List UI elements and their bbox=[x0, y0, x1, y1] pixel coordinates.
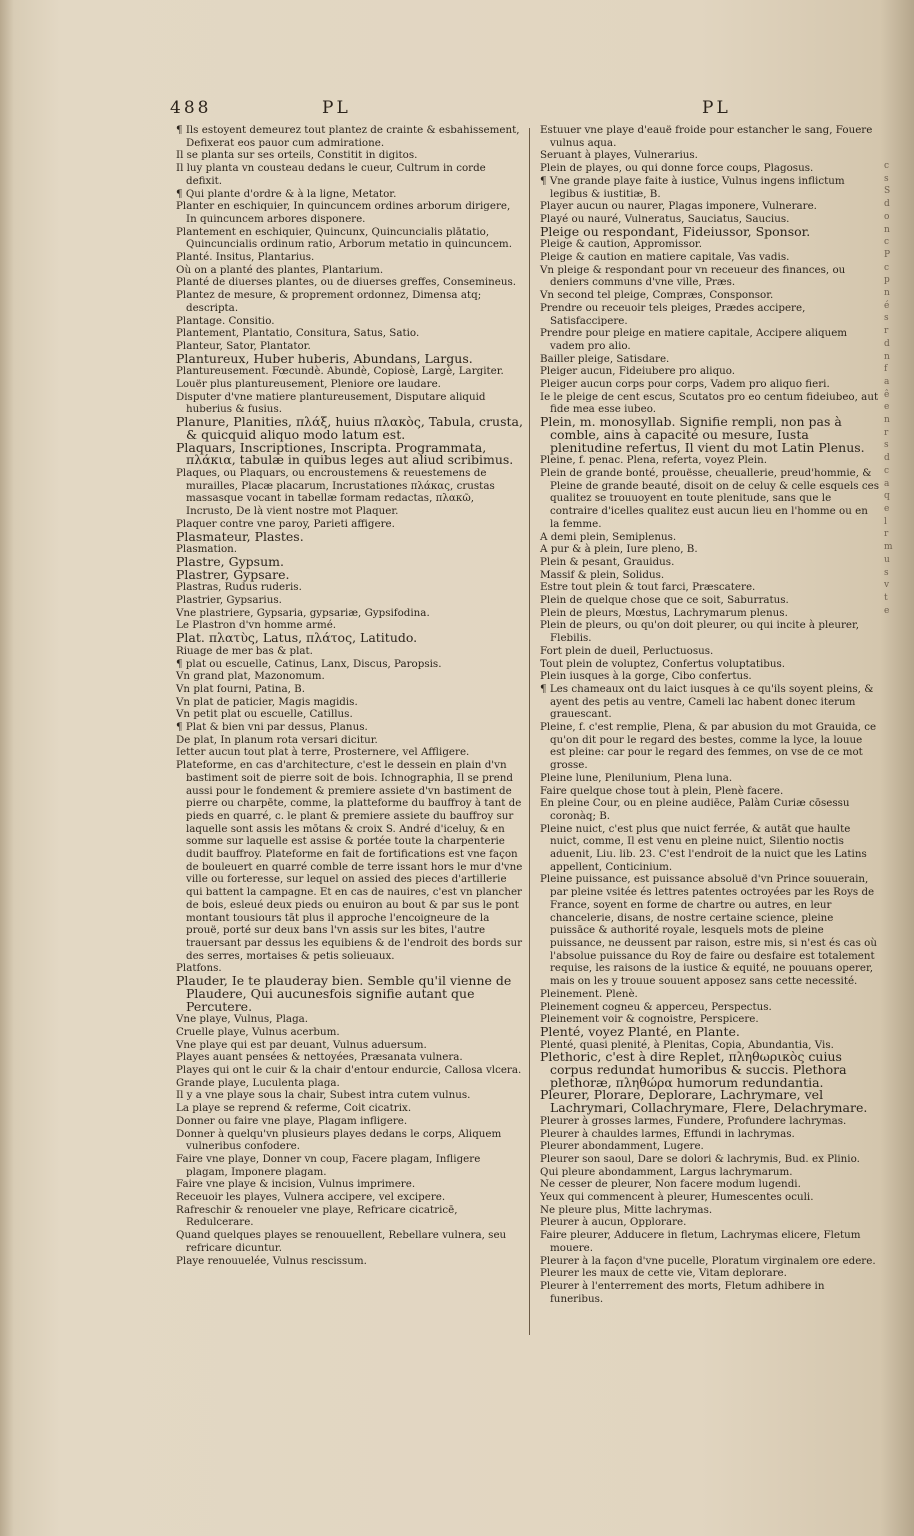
dictionary-entry: Planure, Planities, πλάξ, huius πλακὸς, Tabula, crusta, & quicquid aliquo modo latum est. bbox=[176, 414, 523, 442]
dictionary-entry: Receuoir les playes, Vulnera accipere, vel excipere. bbox=[176, 1191, 446, 1204]
dictionary-entry: Riuage de mer bas & plat. bbox=[176, 644, 313, 657]
dictionary-entry: Vn petit plat ou escuelle, Catillus. bbox=[176, 708, 353, 721]
dictionary-entry: Playé ou nauré, Vulneratus, Sauciatus, Saucius. bbox=[540, 212, 790, 225]
dictionary-entry: Pleige & caution, Appromissor. bbox=[540, 238, 702, 251]
dictionary-entry: Plauder, Ie te plauderay bien. Semble qu'il vienne de Plaudere, Qui aucunesfois signifie autant que Percutere. bbox=[176, 973, 512, 1014]
dictionary-entry: Faire quelque chose tout à plein, Plenè facere. bbox=[540, 784, 784, 797]
bleed-fragment: c bbox=[884, 465, 890, 476]
left-column bbox=[176, 124, 524, 1267]
bleed-fragment: P bbox=[884, 249, 891, 260]
dictionary-entry: ¶ plat ou escuelle, Catinus, Lanx, Discus, Paropsis. bbox=[176, 657, 442, 670]
dictionary-entry: Planté. Insitus, Plantarius. bbox=[176, 251, 315, 264]
bleed-fragment: t bbox=[884, 592, 888, 603]
bleed-fragment: n bbox=[884, 415, 890, 426]
dictionary-entry: Pleurer à aucun, Opplorare. bbox=[540, 1216, 687, 1229]
dictionary-entry: Vn pleige & respondant pour vn receueur des finances, ou deniers communs d'vne ville, Præs. bbox=[540, 263, 846, 289]
dictionary-entry: ¶ Qui plante d'ordre & à la ligne, Metator. bbox=[176, 187, 397, 200]
dictionary-entry: Plasmateur, Plastes. bbox=[176, 528, 304, 544]
dictionary-entry: Player aucun ou naurer, Plagas imponere, Vulnerare. bbox=[540, 200, 817, 213]
facing-page-bleed bbox=[884, 160, 914, 1340]
dictionary-entry: Pleine, f. c'est remplie, Plena, & par abusion du mot Grauida, ce qu'on dit pour le regard des bestes, comme la lyce, la louue est pleine: car pour le regard des femmes, on vse de ce mot grosse. bbox=[540, 721, 877, 772]
dictionary-entry: Tout plein de voluptez, Confertus voluptatibus. bbox=[540, 657, 786, 670]
dictionary-entry: Pleiger aucun corps pour corps, Vadem pro aliquo fieri. bbox=[540, 378, 830, 391]
dictionary-entry: Vn plat de paticier, Magis magidis. bbox=[176, 695, 358, 708]
dictionary-entry: Plat. πλατὺς, Latus, πλάτος, Latitudo. bbox=[176, 630, 418, 646]
bleed-fragment: v bbox=[884, 580, 890, 591]
dictionary-entry: Estuuer vne playe d'eauë froide pour estancher le sang, Fouere vulnus aqua. bbox=[540, 124, 873, 149]
bleed-fragment: q bbox=[884, 491, 890, 502]
dictionary-entry: Plastrier, Gypsarius. bbox=[176, 594, 282, 607]
dictionary-entry: Plantement en eschiquier, Quincunx, Quincuncialis plātatio, Quincuncialis ordinum ratio, Arborum metatio in quincuncem. bbox=[176, 225, 512, 251]
dictionary-entry: Plein de quelque chose que ce soit, Saburratus. bbox=[540, 594, 789, 607]
dictionary-entry: Pleurer à grosses larmes, Fundere, Profundere lachrymas. bbox=[540, 1114, 847, 1127]
bleed-fragment: c bbox=[884, 237, 890, 248]
dictionary-entry: Fort plein de dueil, Perluctuosus. bbox=[540, 644, 714, 657]
bleed-fragment: e bbox=[884, 503, 890, 514]
bleed-fragment: r bbox=[884, 529, 889, 540]
dictionary-entry: Plein & pesant, Grauidus. bbox=[540, 555, 675, 568]
bleed-fragment: s bbox=[884, 173, 889, 184]
dictionary-entry: Disputer d'vne matiere plantureusement, Disputare aliquid huberius & fusius. bbox=[176, 390, 486, 416]
dictionary-entry: Pleurer à chauldes larmes, Effundi in lachrymas. bbox=[540, 1127, 795, 1140]
dictionary-entry: Faire vne playe, Donner vn coup, Facere plagam, Infligere plagam, Imponere plagam. bbox=[176, 1152, 481, 1178]
bleed-fragment: o bbox=[884, 211, 890, 222]
dictionary-entry: Donner ou faire vne playe, Plagam infligere. bbox=[176, 1114, 408, 1127]
dictionary-entry: Plenté, quasi plenité, à Plenitas, Copia, Abundantia, Vis. bbox=[540, 1038, 834, 1051]
bleed-fragment: d bbox=[884, 199, 890, 210]
dictionary-entry: ¶ Les chameaux ont du laict iusques à ce qu'ils soyent pleins, & ayent des petis au ventre, Cameli lac habent donec iterum grauescant. bbox=[540, 682, 874, 721]
dictionary-entry: Vne playe qui est par deuant, Vulnus aduersum. bbox=[176, 1038, 427, 1051]
bleed-fragment: a bbox=[884, 478, 890, 489]
dictionary-entry: Il luy planta vn cousteau dedans le cueur, Cultrum in corde defixit. bbox=[176, 162, 486, 187]
dictionary-entry: La playe se reprend & referme, Coit cicatrix. bbox=[176, 1102, 412, 1115]
dictionary-entry: Il y a vne playe sous la chair, Subest intra cutem vulnus. bbox=[176, 1089, 471, 1102]
dictionary-entry: Seruant à playes, Vulnerarius. bbox=[540, 149, 698, 162]
dictionary-entry: Faire vne playe & incision, Vulnus imprimere. bbox=[176, 1178, 416, 1191]
dictionary-entry: Pleine puissance, est puissance absoluë d'vn Prince souuerain, par pleine vsitée és lettres patentes octroyées par les Roys de France, soyent en forme de chartre ou autres, en leur chancelerie, disans, de nostre certaine science, pleine puissāce & authorité royale, lesquels mots de pleine puissance, ne deussent par raison, estre mis, si n'est és cas où l'absolue puissance du Roy de faire ou desfaire est totalement requise, les raisons de la iustice & equité, ne pouuans operer, mais on les y trouue souuent apposez sans cette necessité. bbox=[540, 873, 877, 988]
guide-word-right: PL bbox=[702, 98, 731, 118]
dictionary-entry: Louër plus plantureusement, Pleniore ore laudare. bbox=[176, 378, 441, 391]
bleed-fragment: c bbox=[884, 161, 890, 171]
dictionary-entry: A demi plein, Semiplenus. bbox=[540, 530, 677, 543]
bleed-fragment: s bbox=[884, 440, 889, 451]
bleed-fragment: n bbox=[884, 224, 890, 235]
dictionary-entry: Plantureux, Huber huberis, Abundans, Largus. bbox=[176, 350, 473, 366]
bleed-fragment: d bbox=[884, 338, 890, 349]
dictionary-entry: Yeux qui commencent à pleurer, Humescentes oculi. bbox=[540, 1191, 814, 1204]
bleed-fragment: m bbox=[884, 542, 893, 553]
dictionary-entry: Ne pleure plus, Mitte lachrymas. bbox=[540, 1203, 713, 1216]
dictionary-entry: Planteur, Sator, Plantator. bbox=[176, 339, 311, 352]
bleed-fragment: s bbox=[884, 313, 889, 324]
page-number: 488 bbox=[170, 98, 212, 118]
dictionary-entry: Plastrer, Gypsare. bbox=[176, 566, 290, 582]
dictionary-entry: ¶ Vne grande playe faite à iustice, Vulnus ingens inflictum legibus & iustitiæ, B. bbox=[540, 174, 845, 200]
dictionary-entry: Plenté, voyez Planté, en Plante. bbox=[540, 1023, 740, 1039]
bleed-fragment: c bbox=[884, 262, 890, 273]
dictionary-entry: Pleurer abondamment, Lugere. bbox=[540, 1140, 704, 1153]
dictionary-entry: Plantage. Consitio. bbox=[176, 314, 275, 327]
bleed-fragment: é bbox=[884, 300, 890, 311]
bleed-fragment: l bbox=[884, 516, 887, 527]
dictionary-entry: Pleurer à l'enterrement des morts, Fletum adhibere in funeribus. bbox=[540, 1279, 825, 1305]
dictionary-entry: Pleine lune, Plenilunium, Plena luna. bbox=[540, 771, 733, 784]
dictionary-entry: Plasmation. bbox=[176, 543, 238, 556]
dictionary-entry: Pleurer à la façon d'vne pucelle, Ploratum virginalem ore edere. bbox=[540, 1254, 876, 1267]
bleed-fragment: ê bbox=[884, 389, 890, 400]
dictionary-entry: Il se planta sur ses orteils, Constitit in digitos. bbox=[176, 149, 418, 162]
dictionary-entry: Vn grand plat, Mazonomum. bbox=[176, 670, 325, 683]
dictionary-entry: Prendre pour pleige en matiere capitale, Accipere aliquem vadem pro alio. bbox=[540, 327, 848, 352]
bleed-fragment: n bbox=[884, 288, 890, 299]
dictionary-entry: De plat, In planum rota versari dicitur. bbox=[176, 733, 378, 746]
dictionary-entry: Plein de pleurs, Mœstus, Lachrymarum plenus. bbox=[540, 606, 788, 619]
dictionary-entry: ¶ Plat & bien vni par dessus, Planus. bbox=[176, 721, 368, 734]
dictionary-entry: Pleurer, Plorare, Deplorare, Lachrymare, vel Lachrymari, Collachrymare, Flere, Delachrymare. bbox=[540, 1087, 868, 1116]
guide-word-left: PL bbox=[322, 98, 351, 118]
dictionary-entry: Planter en eschiquier, In quincuncem ordines arborum dirigere, In quincuncem arbores disponere. bbox=[176, 200, 511, 225]
dictionary-entry: Pleinement voir & cognoistre, Perspicere. bbox=[540, 1013, 759, 1026]
dictionary-entry: Rafreschir & renoueler vne playe, Refricare cicatricē, Redulcerare. bbox=[176, 1203, 458, 1229]
bleed-fragment: S bbox=[884, 186, 891, 197]
dictionary-entry: Pleige & caution en matiere capitale, Vas vadis. bbox=[540, 251, 790, 264]
dictionary-entry: Pleine nuict, c'est plus que nuict ferrée, & autāt que haulte nuict, comme, Il est venu en pleine nuict, Silentio noctis aduenit, Liu. lib. 23. C'est l'endroit de la nuict que les Latins appellent, Conticinium. bbox=[540, 822, 867, 873]
dictionary-entry: Playe renouuelée, Vulnus rescissum. bbox=[176, 1254, 367, 1267]
dictionary-entry: Le Plastron d'vn homme armé. bbox=[176, 619, 337, 632]
dictionary-entry: Planté de diuerses plantes, ou de diuerses greffes, Consemineus. bbox=[176, 276, 517, 289]
dictionary-entry: Ietter aucun tout plat à terre, Prosternere, vel Affligere. bbox=[176, 746, 470, 759]
dictionary-entry: Bailler pleige, Satisdare. bbox=[540, 352, 670, 365]
page-header bbox=[0, 98, 914, 122]
dictionary-entry: Plantez de mesure, & proprement ordonnez, Dimensa atq; descripta. bbox=[176, 289, 482, 314]
dictionary-entry: Où on a planté des plantes, Plantarium. bbox=[176, 263, 384, 276]
bleed-fragment: d bbox=[884, 453, 890, 464]
bleed-fragment: e bbox=[884, 605, 890, 616]
dictionary-entry: Plein de pleurs, ou qu'on doit pleurer, ou qui incite à pleurer, Flebilis. bbox=[540, 619, 860, 645]
dictionary-entry: Vn plat fourni, Patina, B. bbox=[176, 682, 306, 695]
dictionary-entry: Plaquer contre vne paroy, Parieti affigere. bbox=[176, 517, 395, 530]
dictionary-entry: Plaques, ou Plaquars, ou encroustemens & reuestemens de murailles, Placæ placarum, Incrustationes πλάκας, crustas massasque vocant in tabellæ formam redactas, πλακῶ, Incrusto, De là vient nostre mot Plaquer. bbox=[176, 466, 495, 518]
dictionary-entry: ¶ Ils estoyent demeurez tout plantez de crainte & esbahissement, Defixerat eos pauor cum admiratione. bbox=[176, 124, 520, 149]
bleed-fragment: e bbox=[884, 402, 890, 413]
dictionary-entry: Grande playe, Luculenta plaga. bbox=[176, 1076, 340, 1089]
dictionary-entry: A pur & à plein, Iure pleno, B. bbox=[540, 543, 698, 556]
dictionary-entry: Pleurer les maux de cette vie, Vitam deplorare. bbox=[540, 1267, 787, 1280]
dictionary-entry: Playes auant pensées & nettoyées, Præsanata vulnera. bbox=[176, 1051, 463, 1064]
bleed-fragment: f bbox=[884, 364, 888, 375]
bleed-fragment: a bbox=[884, 376, 890, 387]
bleed-fragment: n bbox=[884, 351, 890, 362]
bleed-fragment: r bbox=[884, 326, 889, 337]
dictionary-entry: Pleine, f. penac. Plena, referta, voyez Plein. bbox=[540, 454, 768, 467]
dictionary-entry: Prendre ou receuoir tels pleiges, Prædes accipere, Satisfaccipere. bbox=[540, 301, 806, 327]
dictionary-entry: Platfons. bbox=[176, 962, 222, 975]
dictionary-entry: Pleige ou respondant, Fideiussor, Sponsor. bbox=[540, 223, 811, 239]
dictionary-entry: Playes qui ont le cuir & la chair d'entour endurcie, Callosa vlcera. bbox=[176, 1064, 522, 1077]
dictionary-entry: Plantureusement. Fœcundè. Abundè, Copiosè, Largè, Largiter. bbox=[176, 365, 504, 378]
dictionary-entry: Plethoric, c'est à dire Replet, πληθωρικὸς cuius corpus redundat humoribus & succis. Plethora plethoræ, πληθώρα humorum redundantia. bbox=[540, 1049, 847, 1090]
dictionary-entry: Plein de grande bonté, prouësse, cheuallerie, preud'hommie, & Pleine de grande beauté, disoit on de celuy & celle esquels ces qualitez se trouuoyent en toute plenitude, sans que le contraire d'icelles qualitez eust aucun lieu en l'homme ou en la femme. bbox=[540, 466, 879, 530]
dictionary-entry: Vne plastriere, Gypsaria, gypsariæ, Gypsifodina. bbox=[176, 606, 430, 619]
dictionary-entry: Cruelle playe, Vulnus acerbum. bbox=[176, 1025, 340, 1038]
bleed-fragment: r bbox=[884, 427, 889, 438]
dictionary-entry: Pleiger aucun, Fideiubere pro aliquo. bbox=[540, 365, 736, 378]
dictionary-entry: Faire pleurer, Adducere in fletum, Lachrymas elicere, Fletum mouere. bbox=[540, 1229, 861, 1254]
dictionary-entry: Pleinement cogneu & apperceu, Perspectus. bbox=[540, 1000, 772, 1013]
dictionary-entry: Donner à quelqu'vn plusieurs playes dedans le corps, Aliquem vulneribus confodere. bbox=[176, 1127, 502, 1153]
dictionary-entry: Plein, m. monosyllab. Signifie rempli, non pas à comble, ains à capacité ou mesure, Iusta plenitudine refertus, Il vient du mot Latin Plenus. bbox=[540, 414, 865, 455]
dictionary-entry: Quand quelques playes se renouuellent, Rebellare vulnera, seu refricare dicuntur. bbox=[176, 1229, 507, 1254]
column-rule bbox=[529, 128, 530, 1335]
dictionary-entry: Pleurer son saoul, Dare se dolori & lachrymis, Bud. ex Plinio. bbox=[540, 1152, 860, 1165]
dictionary-entry: Plateforme, en cas d'architecture, c'est le dessein en plain d'vn bastiment soit de pierre soit de bois. Ichnographia, Il se prend aussi pour le fondement & premiere assiete d'vn bastiment de pierre ou charpēte, comme, la platteforme du bauffroy à tant de pieds en quarré, c. le plant & premiere assiete du bauffroy sur laquelle sont assis les mōtans & croix S. André d'iceluy, & en somme sur laquelle est assise & portée toute la charpenterie dudit bauffroy. Plateforme en fait de fortifications est vne façon de bouleuert en quarré comble de terre issant hors le mur d'vne ville ou forteresse, sur lequel on assied des pieces d'artillerie qui battent la campagne. Et en cas de nauires, c'est vn plancher de bois, esleué deux pieds ou enuiron au bout & par sus le pont montant tousiours tāt plus il approche l'encoigneure de la prouë, porté sur deux bans l'vn assis sur les bites, l'autre trauersant par dessus les equibiens & de l'endroit des bords sur des serres, mortaises & petis solieuaux. bbox=[176, 759, 523, 962]
dictionary-entry: Vn second tel pleige, Compræs, Consponsor. bbox=[540, 289, 774, 302]
dictionary-entry: Plein iusques à la gorge, Cibo confertus. bbox=[540, 670, 752, 683]
dictionary-entry: Plaquars, Inscriptiones, Inscripta. Programmata, πλάκια, tabulæ in quibus leges aut aliud scribimus. bbox=[176, 439, 514, 468]
bleed-fragment: u bbox=[884, 554, 890, 565]
dictionary-entry: Plastre, Gypsum. bbox=[176, 553, 284, 569]
dictionary-entry: Qui pleure abondamment, Largus lachrymarum. bbox=[540, 1165, 793, 1178]
bleed-fragment: p bbox=[884, 275, 890, 286]
dictionary-entry: En pleine Cour, ou en pleine audiēce, Palàm Curiæ cōsessu coronàq; B. bbox=[540, 797, 850, 822]
dictionary-entry: Ne cesser de pleurer, Non facere modum lugendi. bbox=[540, 1178, 801, 1191]
right-column bbox=[540, 124, 880, 1305]
dictionary-entry: Plein de playes, ou qui donne force coups, Plagosus. bbox=[540, 162, 814, 175]
dictionary-entry: Plastras, Rudus ruderis. bbox=[176, 581, 302, 594]
dictionary-entry: Pleinement. Plenè. bbox=[540, 987, 638, 1000]
dictionary-entry: Ie le pleige de cent escus, Scutatos pro eo centum fideiubeo, aut fide mea esse iubeo. bbox=[540, 390, 879, 416]
dictionary-entry: Plantement, Plantatio, Consitura, Satus, Satio. bbox=[176, 327, 420, 340]
dictionary-entry: Vne playe, Vulnus, Plaga. bbox=[176, 1013, 309, 1026]
dictionary-entry: Estre tout plein & tout farci, Præscatere. bbox=[540, 581, 756, 594]
bleed-fragment: s bbox=[884, 567, 889, 578]
dictionary-entry: Massif & plein, Solidus. bbox=[540, 568, 665, 581]
